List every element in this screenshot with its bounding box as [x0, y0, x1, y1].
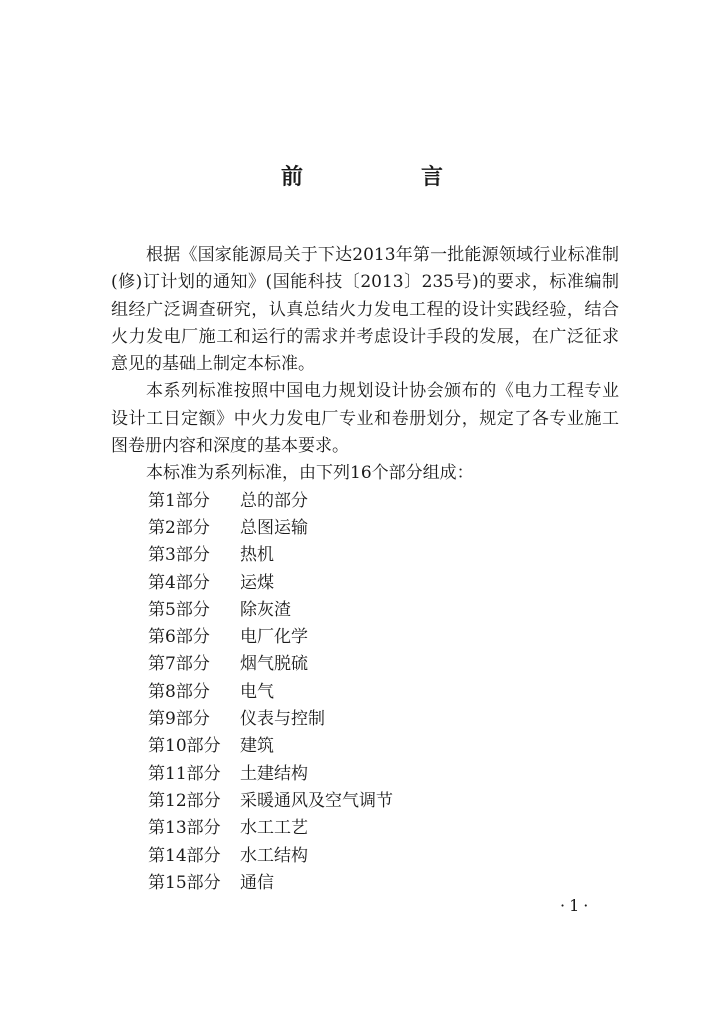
- part-item: [111, 597, 619, 624]
- part-number: 第7部分: [148, 654, 210, 675]
- part-number: 第14部分: [148, 845, 221, 866]
- part-name: 通信: [240, 872, 274, 893]
- part-name: 除灰渣: [240, 599, 291, 620]
- part-number: 第3部分: [148, 545, 210, 566]
- part-name: 烟气脱硫: [240, 654, 308, 675]
- part-number: 第15部分: [148, 872, 221, 893]
- part-item: [111, 815, 619, 842]
- part-name: 总图运输: [240, 517, 308, 538]
- part-number: 第9部分: [148, 709, 210, 730]
- parts-list: [111, 488, 619, 897]
- part-name: 采暖通风及空气调节: [240, 790, 393, 811]
- part-number: 第1部分: [148, 490, 210, 511]
- part-number: 第13部分: [148, 818, 221, 839]
- part-number: 第11部分: [148, 763, 221, 784]
- part-number: 第8部分: [148, 681, 210, 702]
- part-item: [111, 515, 619, 542]
- paragraph-composition: 本标准为系列标准，由下列16个部分组成：: [146, 463, 474, 484]
- paragraph-division: 本系列标准按照中国电力规划设计协会颁布的《电力工程专业设计工日定额》中火力发电厂专业和卷册划分，规定了各专业施工图卷册内容和深度的基本要求。: [111, 381, 619, 457]
- part-name: 电厂化学: [240, 627, 308, 648]
- part-name: 土建结构: [240, 763, 308, 784]
- part-item: [111, 843, 619, 870]
- part-item: [111, 733, 619, 760]
- paragraph-basis: 根据《国家能源局关于下达2013年第一批能源领域行业标准制(修)订计划的通知》(国能科技〔2013〕235号)的要求，标准编制组经广泛调查研究，认真总结火力发电工程的设计实践经验，结合火力发电厂施工和运行的需求并考虑设计手段的发展，在广泛征求意见的基础上制定本标准。: [111, 245, 619, 375]
- part-item: [111, 488, 619, 515]
- part-name: 电气: [240, 681, 274, 702]
- part-name: 建筑: [240, 736, 274, 757]
- part-item: [111, 788, 619, 815]
- part-number: 第2部分: [148, 517, 210, 538]
- part-name: 仪表与控制: [240, 709, 325, 730]
- part-number: 第10部分: [148, 736, 221, 757]
- part-item: [111, 624, 619, 651]
- part-item: [111, 870, 619, 897]
- part-item: [111, 570, 619, 597]
- page-number: ·1·: [560, 896, 593, 915]
- part-item: [111, 761, 619, 788]
- part-name: 水工工艺: [240, 818, 308, 839]
- part-number: 第12部分: [148, 790, 221, 811]
- part-number: 第4部分: [148, 572, 210, 593]
- part-name: 运煤: [240, 572, 274, 593]
- part-number: 第5部分: [148, 599, 210, 620]
- part-item: [111, 679, 619, 706]
- part-name: 热机: [240, 545, 274, 566]
- part-name: 水工结构: [240, 845, 308, 866]
- part-item: [111, 542, 619, 569]
- part-item: [111, 706, 619, 733]
- part-item: [111, 651, 619, 678]
- part-name: 总的部分: [240, 490, 308, 511]
- body-text: [111, 242, 619, 897]
- page-title: 前 言: [280, 165, 491, 190]
- part-number: 第6部分: [148, 627, 210, 648]
